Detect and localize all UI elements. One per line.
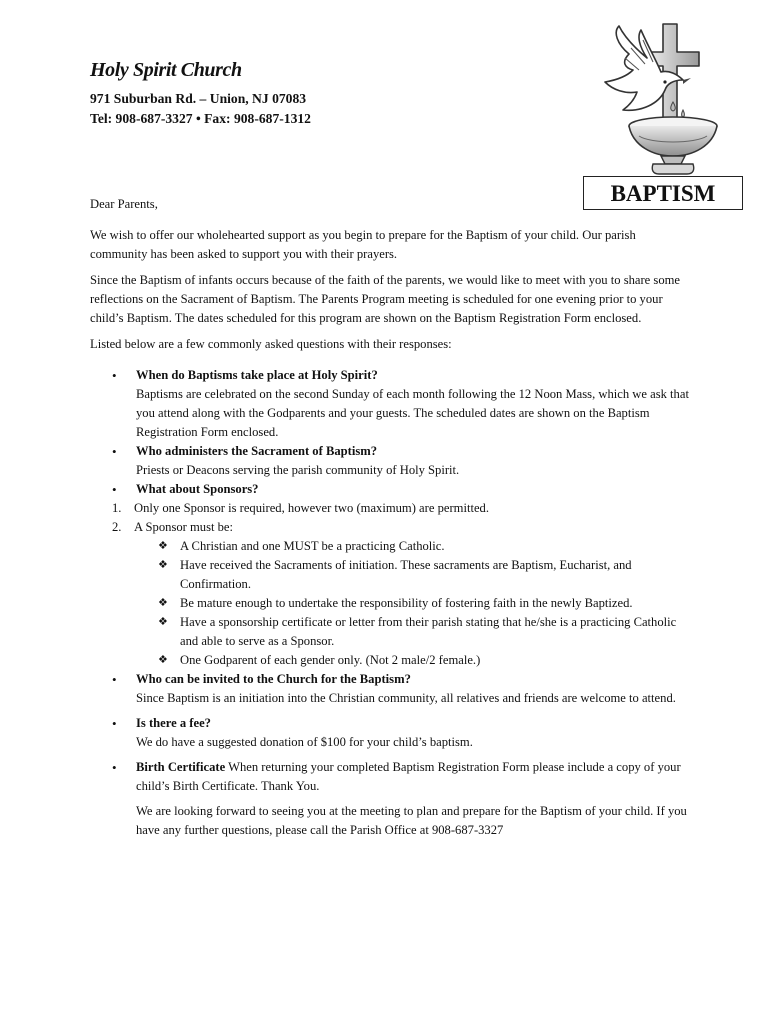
faq-item-birth-certificate [90, 758, 690, 840]
requirement-text: One Godparent of each gender only. (Not 2 male/2 female.) [180, 653, 481, 667]
faq-answer: Priests or Deacons serving the parish community of Holy Spirit. [136, 463, 460, 477]
faq-list [90, 366, 690, 840]
requirement-item [134, 556, 690, 594]
sponsor-point [112, 518, 690, 670]
faq-item-fee [90, 714, 690, 752]
baptism-logo-graphic [595, 18, 720, 178]
requirement-item [134, 594, 690, 613]
intro-paragraph: We wish to offer our wholehearted support as you begin to prepare for the Baptism of your child. Our parish community has been asked to support you with their prayers. [90, 228, 636, 261]
closing-paragraph: We are looking forward to seeing you at the meeting to plan and prepare for the Baptism of your child. If you have any further questions, please call the Parish Office at 908-687-3327 [136, 804, 687, 837]
requirement-item [134, 613, 690, 651]
greeting: Dear Parents, [90, 197, 158, 211]
diamond-bullet-icon: ❖ [158, 540, 168, 552]
faq-question: What about Sponsors? [136, 482, 259, 496]
requirement-text: Be mature enough to undertake the responsibility of fostering faith in the newly Baptized. [180, 596, 633, 610]
point-text: A Sponsor must be: [134, 520, 234, 534]
faq-item-sponsors [90, 480, 690, 670]
diamond-bullet-icon: ❖ [158, 616, 168, 628]
bullet-icon: • [112, 672, 117, 687]
faq-item-when [90, 366, 690, 442]
faq-question: Who can be invited to the Church for the Baptism? [136, 672, 411, 686]
requirement-text: Have received the Sacraments of initiation. These sacraments are Baptism, Eucharist, and Confirmation. [180, 558, 632, 591]
faq-answer: When returning your completed Baptism Registration Form please include a copy of your child’s Birth Certificate. Thank You. [136, 760, 681, 793]
point-text: Only one Sponsor is required, however two (maximum) are permitted. [134, 501, 489, 515]
diamond-bullet-icon: ❖ [158, 597, 168, 609]
requirement-text: A Christian and one MUST be a practicing Catholic. [180, 539, 445, 553]
bullet-icon: • [112, 444, 117, 459]
dove-cross-font-icon [595, 18, 720, 178]
faq-answer: Baptisms are celebrated on the second Sunday of each month following the 12 Noon Mass, which we ask that you attend along with the Godparents and your guests. The scheduled dates are shown on the Baptism Registration Form enclosed. [136, 387, 689, 439]
requirement-text: Have a sponsorship certificate or letter from their parish stating that he/she is a practicing Catholic and able to serve as a Sponsor. [180, 615, 677, 648]
sponsor-points [112, 499, 690, 670]
faq-item-who-invited [90, 670, 690, 708]
diamond-bullet-icon: ❖ [158, 654, 168, 666]
faq-answer: We do have a suggested donation of $100 for your child’s baptism. [136, 735, 473, 749]
church-name: Holy Spirit Church [90, 59, 242, 81]
requirement-item [134, 651, 690, 670]
faq-question: Who administers the Sacrament of Baptism? [136, 444, 378, 458]
faq-answer: Since Baptism is an initiation into the Christian community, all relatives and friends are welcome to attend. [136, 691, 676, 705]
bullet-icon: • [112, 368, 117, 383]
faq-question: Is there a fee? [136, 716, 211, 730]
sponsor-requirements [134, 537, 690, 670]
sponsor-point [112, 499, 690, 518]
meeting-paragraph: Since the Baptism of infants occurs because of the faith of the parents, we would like to meet with you to share some reflections on the Sacrament of Baptism. The Parents Program meeting is scheduled for one evening prior to your child’s Baptism. The dates scheduled for this program are shown on the Baptism Registration Form enclosed. [90, 273, 680, 325]
bullet-icon: • [112, 760, 117, 775]
church-address: 971 Suburban Rd. – Union, NJ 07083 [90, 91, 307, 106]
point-number: 2. [112, 520, 122, 534]
church-phone-fax: Tel: 908-687-3327 • Fax: 908-687-1312 [90, 111, 311, 126]
questions-intro: Listed below are a few commonly asked questions with their responses: [90, 337, 452, 351]
faq-question: When do Baptisms take place at Holy Spirit? [136, 368, 378, 382]
bullet-icon: • [112, 482, 117, 497]
faq-question: Birth Certificate [136, 760, 226, 774]
letter-body [90, 195, 690, 840]
baptism-title-box: BAPTISM [583, 176, 743, 210]
bullet-icon: • [112, 716, 117, 731]
requirement-item [134, 537, 690, 556]
point-number: 1. [112, 501, 122, 515]
faq-item-who-administers [90, 442, 690, 480]
faq-inline [136, 758, 690, 796]
diamond-bullet-icon: ❖ [158, 559, 168, 571]
